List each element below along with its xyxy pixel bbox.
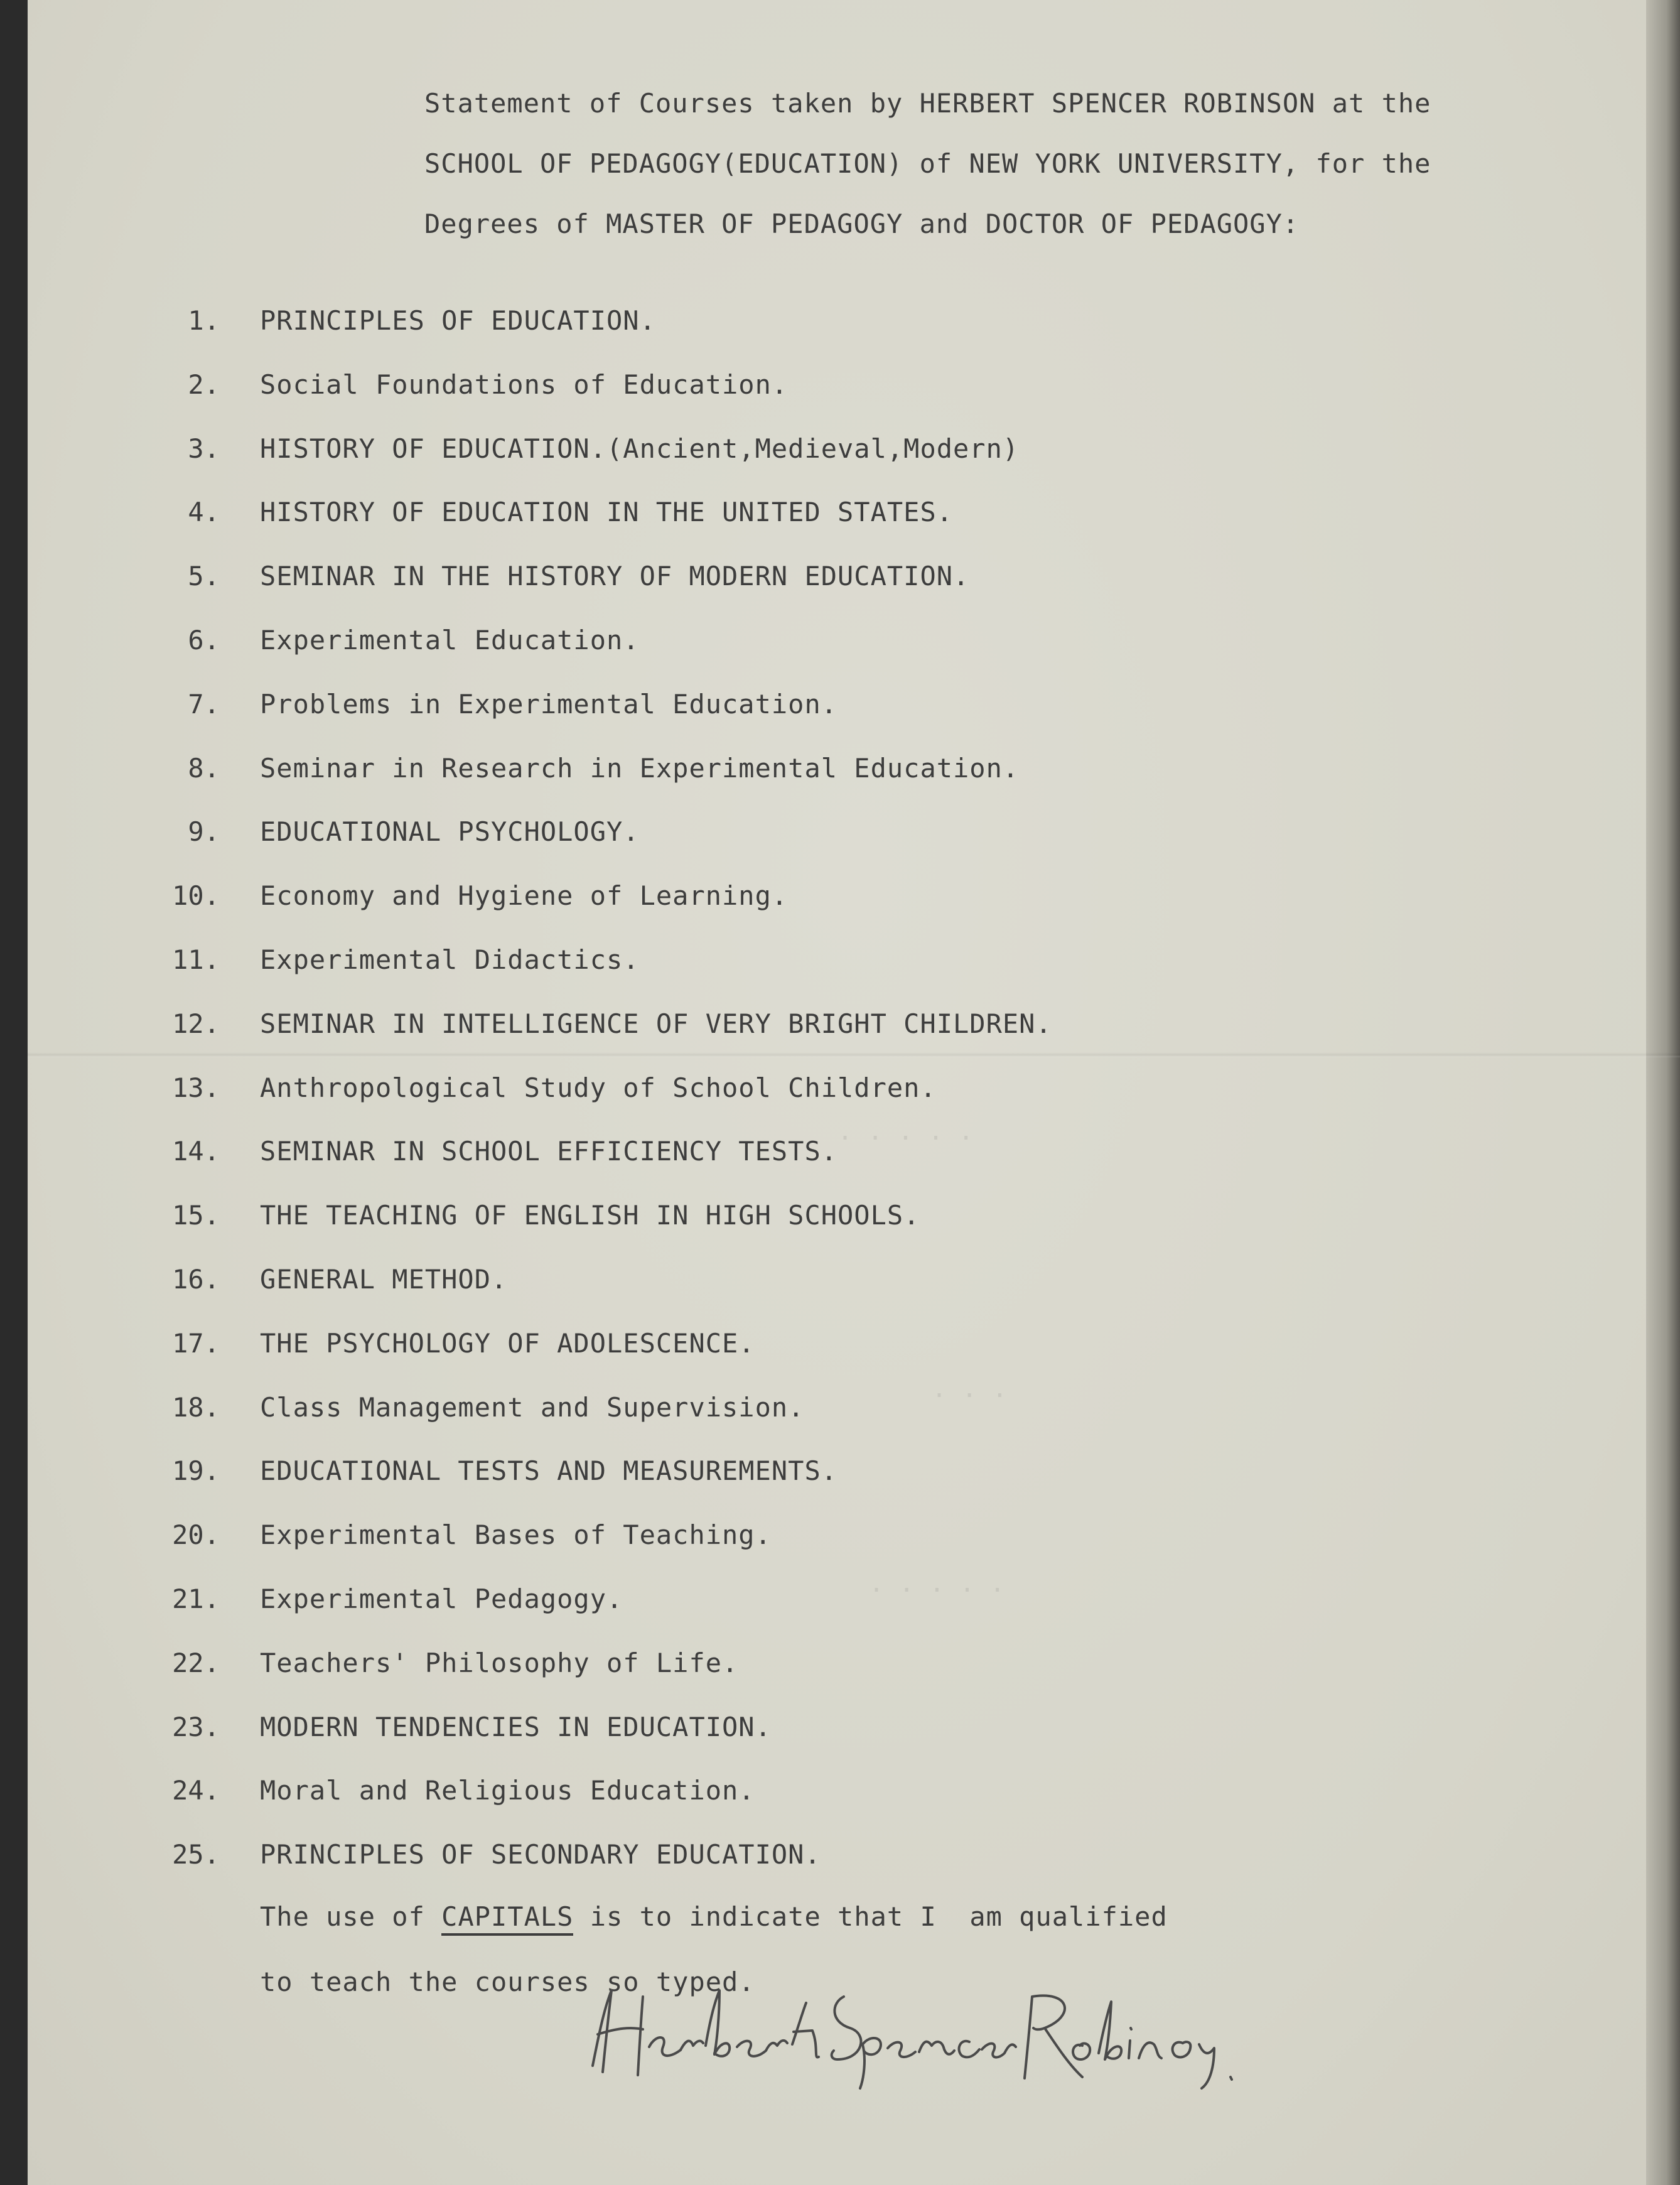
course-number: 17.: [172, 1327, 220, 1359]
course-title: Experimental Didactics.: [260, 944, 640, 975]
course-title: THE PSYCHOLOGY OF ADOLESCENCE.: [260, 1327, 755, 1359]
course-number: 15.: [172, 1200, 220, 1231]
course-number: 10.: [172, 880, 220, 912]
course-title: Class Management and Supervision.: [260, 1391, 805, 1423]
course-title: SEMINAR IN INTELLIGENCE OF VERY BRIGHT CHILDREN.: [260, 1008, 1052, 1039]
course-title: HISTORY OF EDUCATION.(Ancient,Medieval,Modern): [260, 433, 1020, 464]
course-number: 24.: [172, 1775, 220, 1806]
handwritten-signature: [580, 1972, 1246, 2091]
course-number: 22.: [172, 1647, 220, 1678]
course-title: Problems in Experimental Education.: [260, 688, 838, 720]
course-number: 2.: [188, 369, 220, 400]
course-title: Moral and Religious Education.: [260, 1775, 755, 1806]
course-number: 25.: [172, 1839, 220, 1870]
bleed-through-mark: · · · · ·: [837, 1124, 974, 1153]
course-number: 1.: [188, 305, 220, 336]
course-number: 14.: [172, 1136, 220, 1167]
course-number: 13.: [172, 1072, 220, 1103]
course-title: Experimental Pedagogy.: [260, 1583, 623, 1614]
course-number: 5.: [188, 561, 220, 592]
document-page: [28, 0, 1680, 2185]
course-number: 8.: [188, 752, 220, 784]
footnote-capitals: CAPITALS: [441, 1901, 573, 1936]
course-title: MODERN TENDENCIES IN EDUCATION.: [260, 1711, 772, 1742]
course-number: 7.: [188, 688, 220, 720]
footnote-line-2: to teach the courses so typed.: [260, 1966, 755, 1997]
header-line-3: Degrees of MASTER OF PEDAGOGY and DOCTOR OF PEDAGOGY:: [424, 208, 1300, 239]
course-title: SEMINAR IN THE HISTORY OF MODERN EDUCATION.: [260, 561, 970, 592]
footnote-line-1: [260, 1901, 1168, 1932]
course-number: 16.: [172, 1264, 220, 1295]
course-number: 3.: [188, 433, 220, 464]
course-number: 19.: [172, 1455, 220, 1487]
course-title: SEMINAR IN SCHOOL EFFICIENCY TESTS.: [260, 1136, 838, 1167]
course-number: 20.: [172, 1519, 220, 1551]
header-line-1: Statement of Courses taken by HERBERT SPENCER ROBINSON at the: [424, 88, 1431, 119]
course-number: 21.: [172, 1583, 220, 1614]
course-title: Experimental Education.: [260, 625, 640, 656]
header-line-2: SCHOOL OF PEDAGOGY(EDUCATION) of NEW YORK UNIVERSITY, for the: [424, 148, 1431, 179]
course-number: 11.: [172, 944, 220, 975]
footnote-pre: The use of: [260, 1901, 442, 1932]
course-title: Anthropological Study of School Children.: [260, 1072, 937, 1103]
course-title: Teachers' Philosophy of Life.: [260, 1647, 739, 1678]
course-title: EDUCATIONAL TESTS AND MEASUREMENTS.: [260, 1455, 838, 1487]
paper-fold-line: [28, 1052, 1680, 1057]
course-title: Seminar in Research in Experimental Education.: [260, 752, 1020, 784]
course-title: PRINCIPLES OF EDUCATION.: [260, 305, 656, 336]
course-title: EDUCATIONAL PSYCHOLOGY.: [260, 816, 640, 848]
course-number: 9.: [188, 816, 220, 848]
course-title: HISTORY OF EDUCATION IN THE UNITED STATES.: [260, 497, 954, 528]
course-number: 4.: [188, 497, 220, 528]
course-number: 6.: [188, 625, 220, 656]
footnote-post: is to indicate that I am qualified: [573, 1901, 1168, 1932]
bleed-through-mark: · · ·: [932, 1381, 1008, 1410]
page-edge-shadow: [1646, 0, 1680, 2185]
course-title: Social Foundations of Education.: [260, 369, 789, 400]
course-number: 18.: [172, 1391, 220, 1423]
course-title: Economy and Hygiene of Learning.: [260, 880, 789, 912]
bleed-through-mark: · · · · ·: [869, 1576, 1005, 1605]
course-number: 23.: [172, 1711, 220, 1742]
course-title: PRINCIPLES OF SECONDARY EDUCATION.: [260, 1839, 821, 1870]
course-title: Experimental Bases of Teaching.: [260, 1519, 772, 1551]
course-number: 12.: [172, 1008, 220, 1039]
course-title: THE TEACHING OF ENGLISH IN HIGH SCHOOLS.: [260, 1200, 920, 1231]
course-title: GENERAL METHOD.: [260, 1264, 508, 1295]
